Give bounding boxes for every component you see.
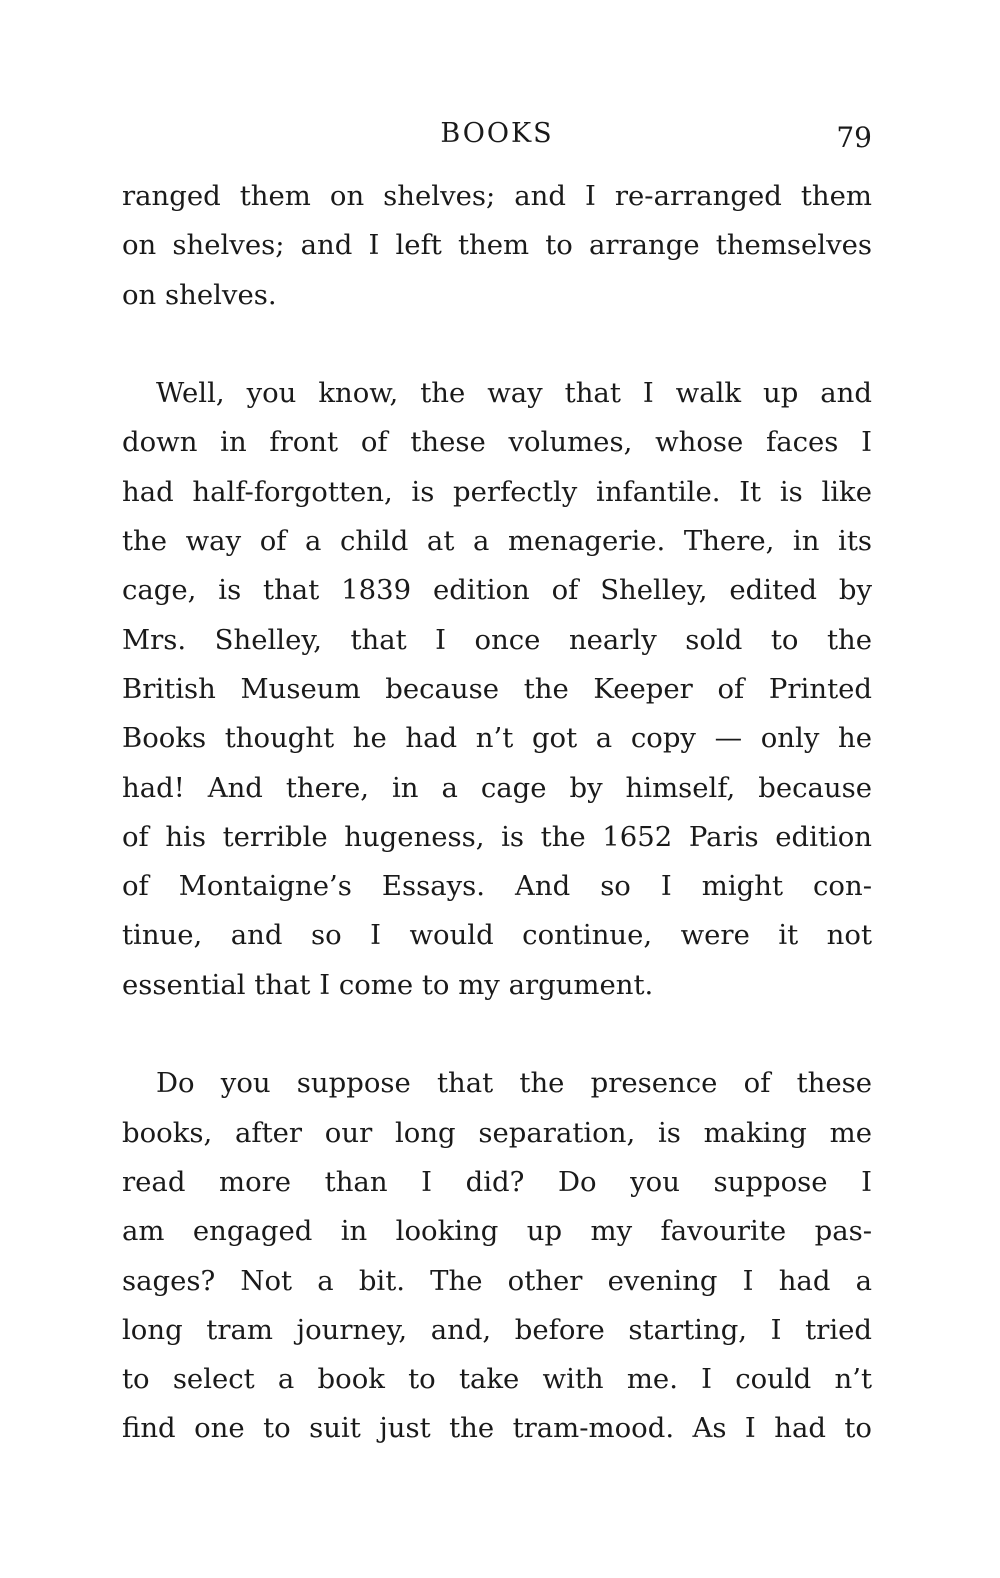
text-line: Books thought he had n’t got a copy — only he xyxy=(122,722,872,755)
text-line: books, after our long separation, is making me xyxy=(122,1116,872,1149)
text-line: on shelves; and I left them to arrange themselves xyxy=(122,229,872,262)
text-line: on shelves. xyxy=(122,278,277,311)
text-line: to select a book to take with me. I could n’t xyxy=(122,1363,872,1396)
paragraph-3 xyxy=(122,1059,872,1453)
text-line: tinue, and so I would continue, were it not xyxy=(122,919,872,952)
text-line: of Montaigne’s Essays. And so I might con- xyxy=(122,870,872,903)
text-line: the way of a child at a menagerie. There, in its xyxy=(122,525,872,558)
text-line: read more than I did? Do you suppose I xyxy=(122,1165,872,1198)
text-line: am engaged in looking up my favourite pas- xyxy=(122,1215,872,1248)
text-line: British Museum because the Keeper of Printed xyxy=(122,672,872,705)
text-line: long tram journey, and, before starting, I tried xyxy=(122,1313,872,1346)
text-line: essential that I come to my argument. xyxy=(122,968,654,1001)
text-line: find one to suit just the tram-mood. As I had to xyxy=(122,1412,872,1445)
text-line: Mrs. Shelley, that I once nearly sold to the xyxy=(122,623,872,656)
text-line: ranged them on shelves; and I re-arranged them xyxy=(122,180,872,212)
paragraph-gap xyxy=(122,1010,872,1059)
page-number: 79 xyxy=(836,121,872,154)
text-line: sages? Not a bit. The other evening I had a xyxy=(122,1264,872,1297)
text-line: down in front of these volumes, whose faces I xyxy=(122,426,872,459)
paragraph-1 xyxy=(122,172,872,320)
paragraph-2 xyxy=(122,369,872,1010)
text-line: Do you suppose that the presence of these xyxy=(156,1067,872,1100)
text-line: had half-forgotten, is perfectly infantile. It is like xyxy=(122,475,872,508)
text-line: of his terrible hugeness, is the 1652 Paris edition xyxy=(122,820,872,853)
running-title: BOOKS xyxy=(440,118,554,149)
text-line: had! And there, in a cage by himself, because xyxy=(122,771,872,804)
running-head xyxy=(122,112,872,156)
text-line: cage, is that 1839 edition of Shelley, edited by xyxy=(122,574,872,607)
paragraph-gap xyxy=(122,320,872,369)
text-line: Well, you know, the way that I walk up and xyxy=(156,377,872,410)
body-text xyxy=(122,172,872,1454)
